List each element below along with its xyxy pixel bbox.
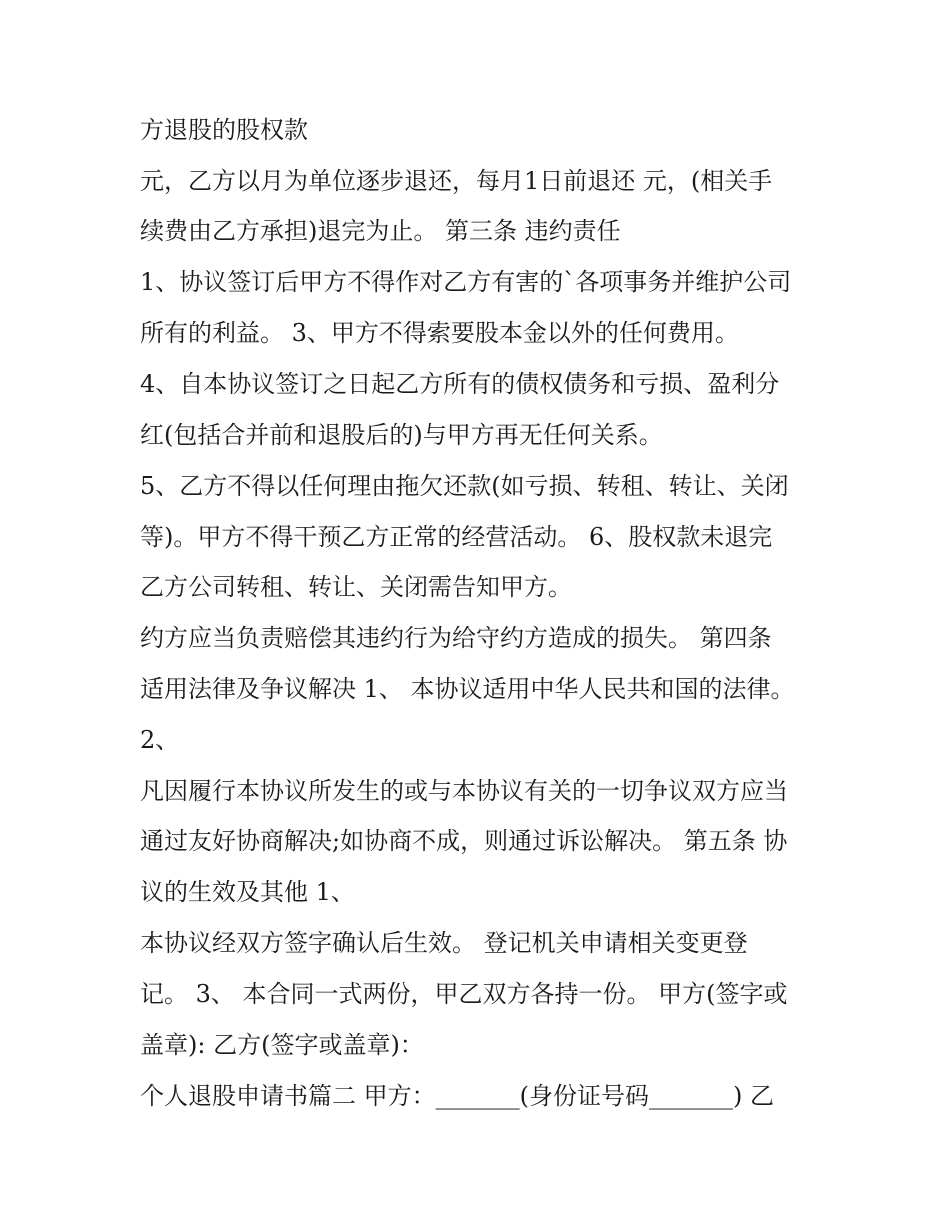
text-line: 适用法律及争议解决 1、 本协议适用中华人民共和国的法律。 xyxy=(140,675,795,703)
text-line: 约方应当负责赔偿其违约行为给守约方造成的损失。 第四条 xyxy=(140,624,772,652)
text-line: 个人退股申请书篇二 甲方：_______(身份证号码_______) 乙 xyxy=(140,1082,774,1110)
text-line: 元，乙方以月为单位逐步退还，每月1日前退还 元，(相关手 xyxy=(140,167,773,195)
text-line: 所有的利益。 3、甲方不得索要股本金以外的任何费用。 xyxy=(140,319,739,347)
text-line: 4、自本协议签订之日起乙方所有的债权债务和亏损、盈利分 xyxy=(140,370,780,398)
text-line: 5、乙方不得以任何理由拖欠还款(如亏损、转租、转让、关闭 xyxy=(140,472,789,500)
text-line: 通过友好协商解决;如协商不成，则通过诉讼解决。 第五条 协 xyxy=(140,827,788,855)
text-line: 续费由乙方承担)退完为止。 第三条 违约责任 xyxy=(140,217,621,245)
text-line: 乙方公司转租、转让、关闭需告知甲方。 xyxy=(140,573,572,601)
text-line: 红(包括合并前和退股后的)与甲方再无任何关系。 xyxy=(140,421,663,449)
text-line: 等)。甲方不得干预乙方正常的经营活动。 6、股权款未退完 xyxy=(140,523,773,551)
text-line: 1、协议签订后甲方不得作对乙方有害的`各项事务并维护公司 xyxy=(140,268,792,296)
text-line: 议的生效及其他 1、 xyxy=(140,878,355,906)
text-line: 记。 3、 本合同一式两份，甲乙双方各持一份。 甲方(签字或 xyxy=(140,980,788,1008)
text-line: 方退股的股权款 xyxy=(140,116,308,144)
text-line: 盖章): 乙方(签字或盖章)： xyxy=(140,1031,424,1059)
text-line: 凡因履行本协议所发生的或与本协议有关的一切争议双方应当 xyxy=(140,777,788,805)
text-line: 2、 xyxy=(140,726,180,754)
text-line: 本协议经双方签字确认后生效。 登记机关申请相关变更登 xyxy=(140,929,748,957)
